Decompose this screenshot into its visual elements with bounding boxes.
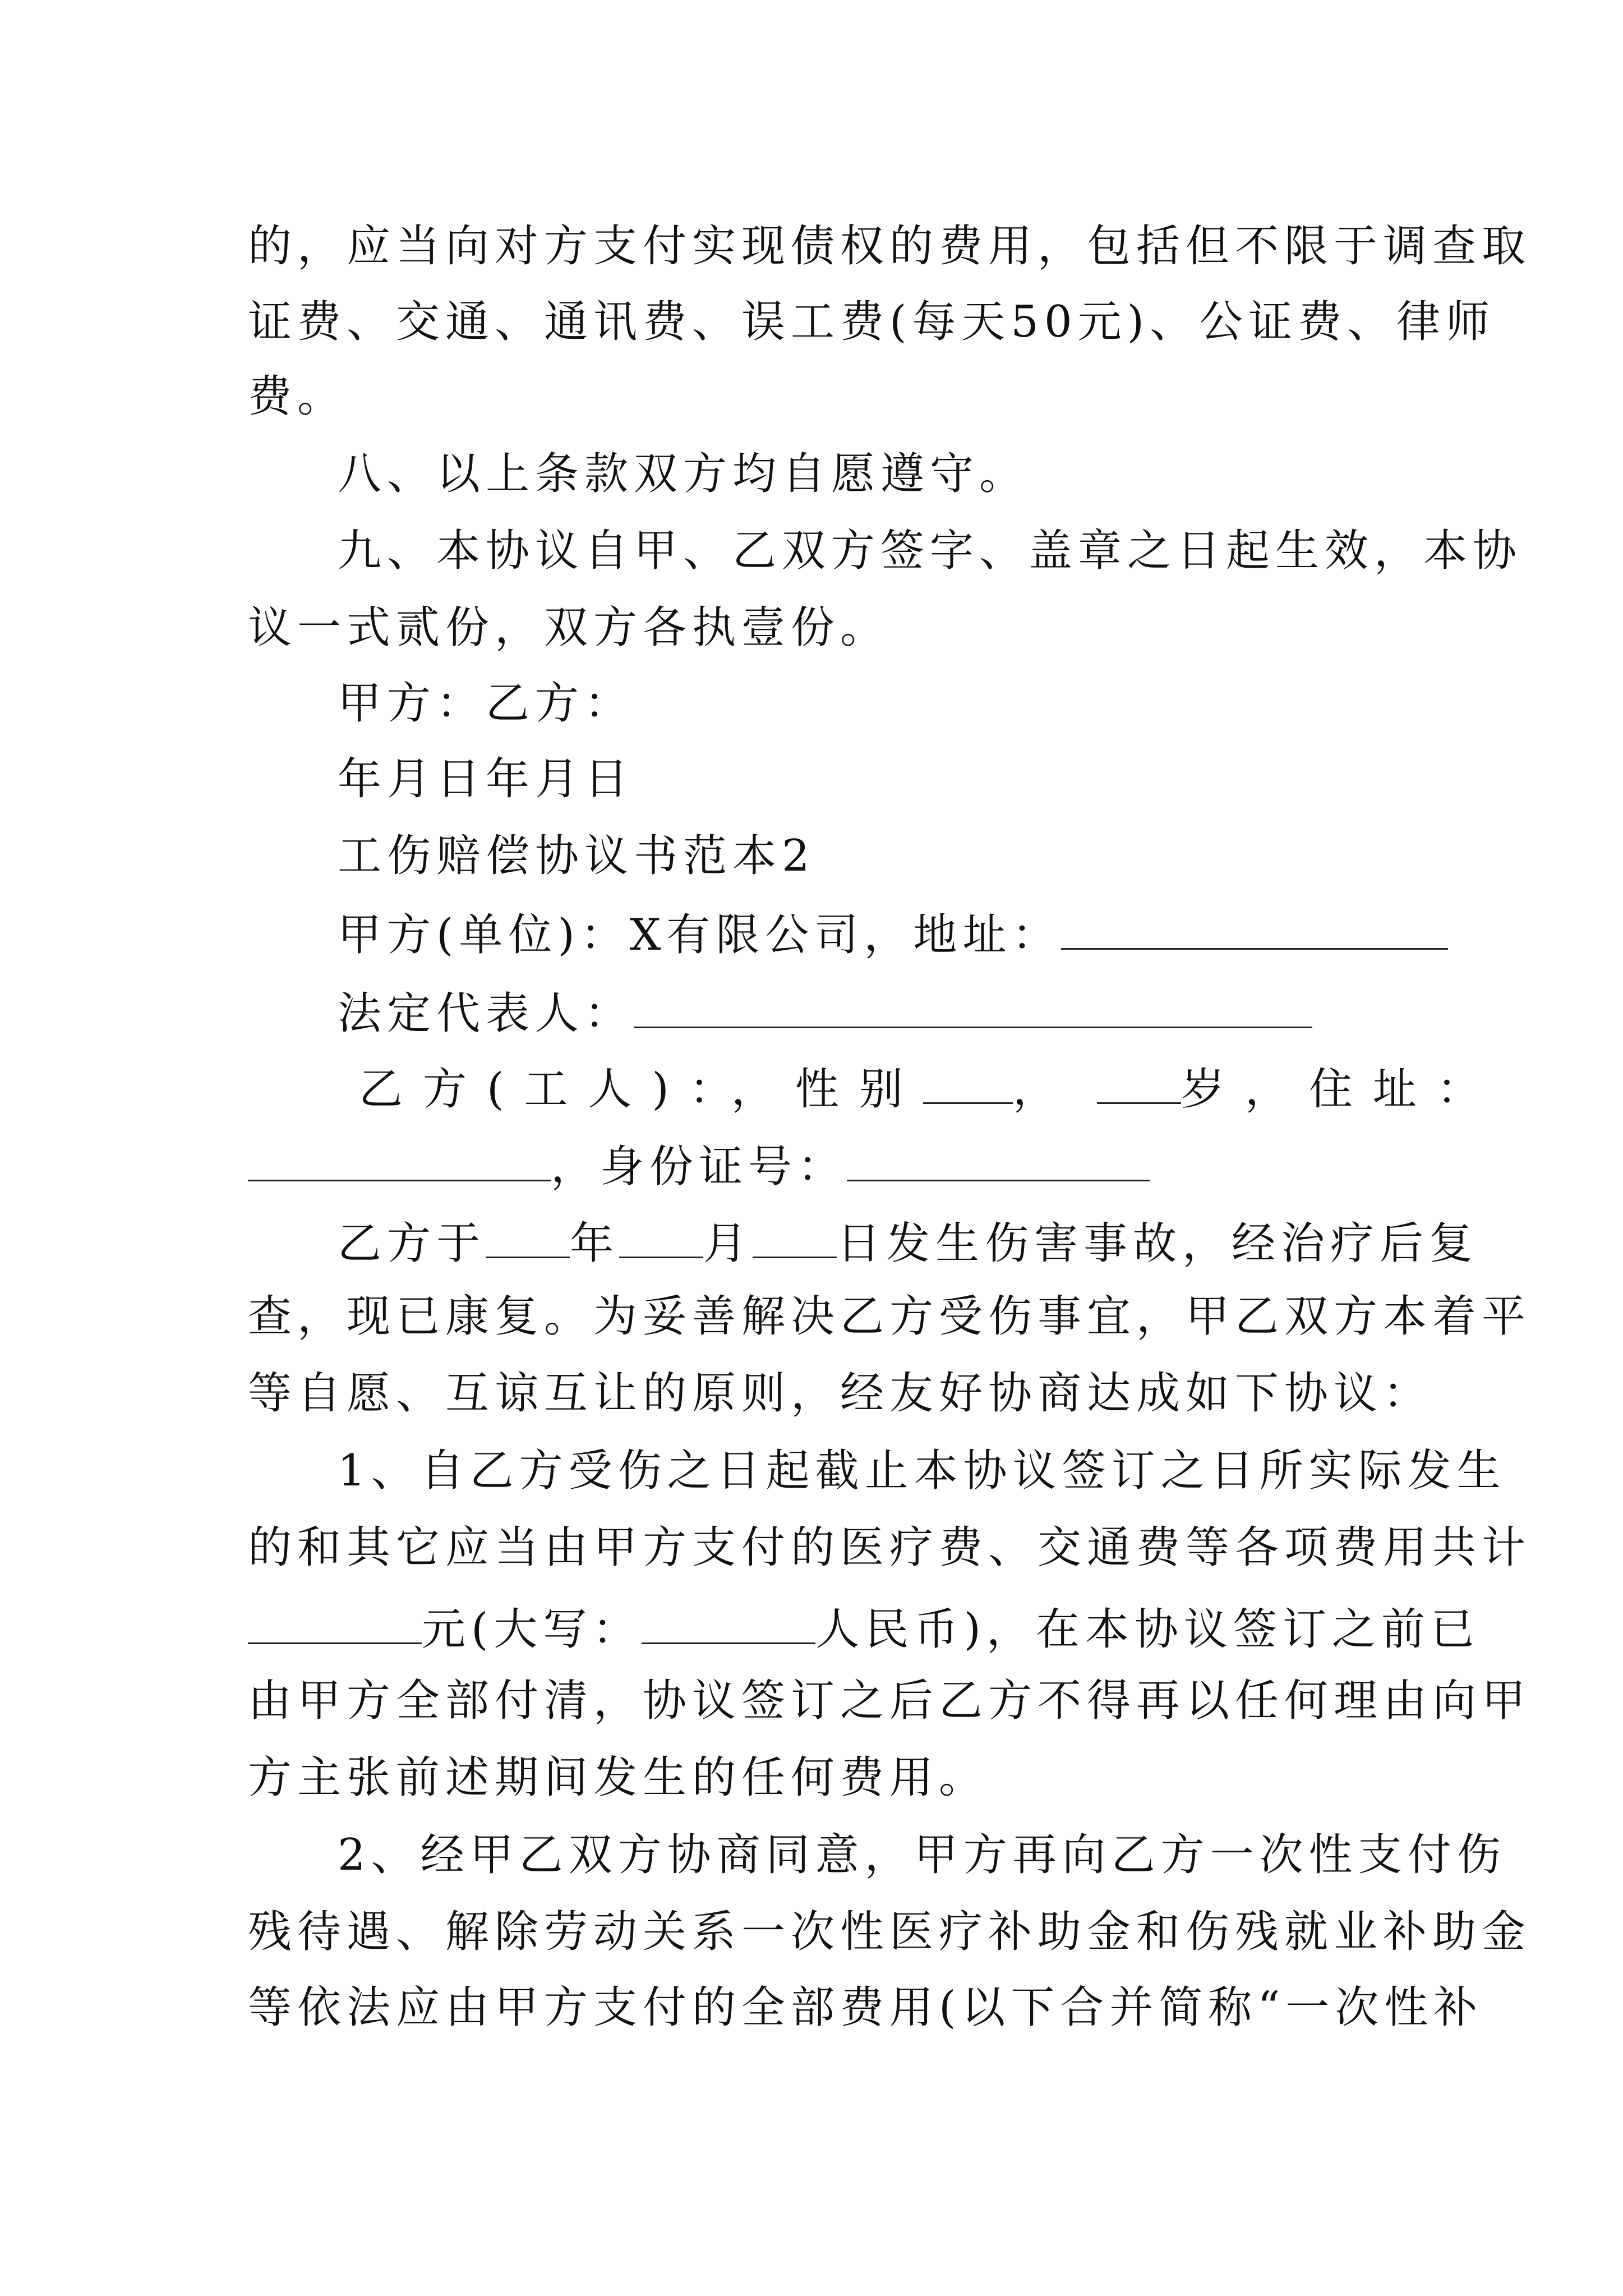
legal-rep-label: 法定代表人： (338, 988, 634, 1039)
section-title: 工伤赔偿协议书范本2 (338, 831, 815, 881)
comma-text: ， (1012, 1064, 1077, 1115)
text-fragment: 人民币)，在本协议签订之前已 (815, 1604, 1480, 1655)
month-blank[interactable] (619, 1217, 703, 1258)
legal-rep-blank[interactable] (634, 987, 1312, 1028)
text-line: 等自愿、互谅互让的原则，经友好协商达成如下协议： (248, 1368, 1433, 1419)
text-line: 1、自乙方受伤之日起截止本协议签订之日所实际发生 (338, 1446, 1506, 1496)
text-line: 残待遇、解除劳动关系一次性医疗补助金和伤残就业补助金 (248, 1907, 1532, 1957)
text-line: 等依法应由甲方支付的全部费用(以下合并简称“一次性补 (248, 1982, 1483, 2033)
text-line: 查，现已康复。为妥善解决乙方受伤事宜，甲乙双方本着平 (248, 1291, 1532, 1342)
text-line: 议一式贰份，双方各执壹份。 (248, 602, 890, 653)
legal-rep-line (338, 987, 1312, 1039)
id-line (248, 1140, 1150, 1192)
text-fragment: 日发生伤害事故，经治疗后复 (837, 1218, 1479, 1269)
amount-words-blank[interactable] (642, 1603, 815, 1644)
id-label: ，身份证号： (551, 1142, 847, 1192)
date-line: 年月日年月日 (338, 754, 634, 804)
text-line: 2、经甲乙双方协商同意，甲方再向乙方一次性支付伤 (338, 1830, 1506, 1880)
text-line: 九、本协议自甲、乙双方签字、盖章之日起生效，本协 (338, 526, 1523, 576)
text-fragment: 乙方于 (338, 1218, 486, 1269)
age-blank[interactable] (1097, 1063, 1181, 1104)
text-line: 方主张前述期间发生的任何费用。 (248, 1752, 989, 1803)
address-blank[interactable] (1061, 909, 1448, 950)
amount-line (248, 1603, 1480, 1655)
party-a-label: 甲方(单位)：X有限公司，地址： (338, 910, 1062, 960)
day-blank[interactable] (753, 1217, 837, 1258)
text-line: 的，应当向对方支付实现债权的费用，包括但不限于调查取 (248, 221, 1532, 272)
year-blank[interactable] (486, 1217, 570, 1258)
age-address-label: 岁，住址： (1181, 1064, 1501, 1115)
amount-blank[interactable] (248, 1603, 422, 1644)
address-blank-2[interactable] (248, 1140, 551, 1181)
text-fragment: 元(大写： (422, 1604, 642, 1655)
signature-label-line: 甲方：乙方： (338, 678, 634, 729)
text-line: 由甲方全部付清，协议签订之后乙方不得再以任何理由向甲 (248, 1676, 1532, 1726)
text-line: 证费、交通、通讯费、误工费(每天50元)、公证费、律师 (248, 297, 1496, 347)
party-a-line (338, 909, 1448, 960)
text-fragment: 月 (703, 1218, 753, 1269)
text-fragment: 年 (570, 1218, 620, 1269)
gender-blank[interactable] (923, 1063, 1013, 1104)
party-b-line (359, 1063, 1501, 1115)
id-number-blank[interactable] (847, 1140, 1150, 1181)
incident-line (338, 1217, 1479, 1269)
party-b-label: 乙方(工人)：，性别 (359, 1064, 923, 1115)
text-line: 费。 (248, 371, 347, 422)
text-line: 八、以上条款双方均自愿遵守。 (338, 449, 1029, 499)
text-line: 的和其它应当由甲方支付的医疗费、交通费等各项费用共计 (248, 1522, 1532, 1573)
